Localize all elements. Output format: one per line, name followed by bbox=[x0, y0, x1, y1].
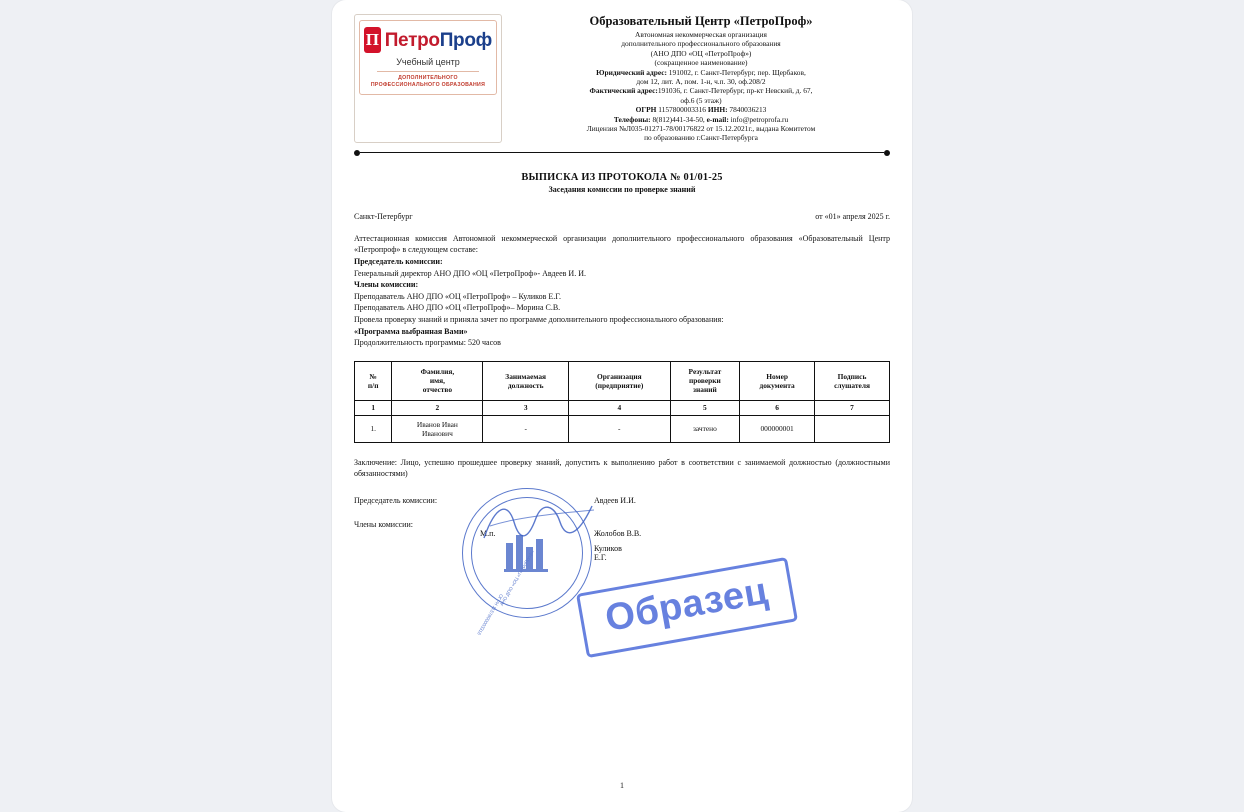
inn-label: ИНН: bbox=[707, 105, 728, 115]
results-table bbox=[354, 361, 890, 443]
table-header-row bbox=[355, 361, 890, 400]
email-value: info@petroprofa.ru bbox=[728, 114, 789, 124]
th-document-number-l2: документа bbox=[759, 380, 795, 390]
col-num-2: 2 bbox=[392, 400, 483, 415]
email-label: e-mail: bbox=[706, 114, 729, 124]
signature-chair-label: Председатель комиссии: bbox=[354, 496, 438, 505]
col-num-3: 3 bbox=[483, 400, 569, 415]
page-number: 1 bbox=[620, 781, 624, 790]
organization-legal-address-cont: дом 12, лит. А, пом. 1-н, ч.п. 30, оф.208/2 bbox=[636, 77, 766, 87]
th-position-l2: должность bbox=[507, 380, 544, 390]
th-organization bbox=[568, 361, 670, 400]
signature-chair-row bbox=[354, 496, 890, 505]
seal-emblem-icon bbox=[504, 533, 550, 573]
organization-license-line2: по образованию г.Санкт-Петербурга bbox=[644, 133, 758, 143]
logo-footer-line1: ДОПОЛНИТЕЛЬНОГО bbox=[398, 75, 458, 81]
seal-text-top: АНО ДПО «ОЦ «ПетроПроф» bbox=[499, 549, 536, 607]
program-name: «Программа выбранная Вами» bbox=[354, 326, 468, 336]
page-subtitle: Заседания комиссии по проверке знаний bbox=[548, 184, 696, 194]
logo-footer-line2: ПРОФЕССИОНАЛЬНОГО ОБРАЗОВАНИЯ bbox=[370, 82, 486, 88]
organization-line-4: (сокращенное наименование) bbox=[654, 58, 748, 68]
th-organization-l2: (предприятие) bbox=[595, 380, 644, 390]
th-fullname-l3: отчество bbox=[422, 385, 453, 395]
th-number-l1: № bbox=[369, 371, 377, 381]
th-position bbox=[483, 361, 569, 400]
results-table-body bbox=[355, 415, 890, 442]
th-document-number-l1: Номер bbox=[766, 371, 788, 381]
cell-result: зачтено bbox=[670, 415, 740, 442]
signature-mp-label: М.п. bbox=[480, 529, 496, 538]
col-num-5: 5 bbox=[670, 400, 740, 415]
th-signature bbox=[815, 361, 890, 400]
check-line: Провела проверку знаний и приняла зачет по программе дополнительного профессионального образования: bbox=[354, 315, 724, 325]
divider-dot-right bbox=[884, 150, 890, 156]
member-1: Преподаватель АНО ДПО «ОЦ «ПетроПроф» – Куликов Е.Г. bbox=[354, 291, 562, 301]
organization-details bbox=[502, 14, 890, 143]
members-label: Члены комиссии: bbox=[354, 280, 419, 290]
logo-wordmark bbox=[385, 31, 492, 50]
cell-fullname-l2: Иванович bbox=[421, 428, 453, 438]
date-label: от «01» апреля 2025 г. bbox=[815, 211, 890, 221]
signature-members-label: Члены комиссии: bbox=[354, 520, 413, 529]
results-table-head bbox=[355, 361, 890, 415]
document-body bbox=[332, 0, 912, 812]
city-date-row bbox=[354, 212, 890, 221]
cell-signature bbox=[815, 415, 890, 442]
organization-logo bbox=[354, 14, 502, 143]
organization-line-3: (АНО ДПО «ОЦ «ПетроПроф») bbox=[650, 48, 752, 58]
th-result-l1: Результат bbox=[688, 367, 722, 377]
logo-word-part2: Проф bbox=[439, 29, 492, 51]
organization-license-line1: Лицензия №Л035-01271-78/00176822 от 15.12.2021г., выдана Комитетом bbox=[586, 124, 816, 134]
col-num-4: 4 bbox=[568, 400, 670, 415]
col-num-7: 7 bbox=[815, 400, 890, 415]
divider-line bbox=[360, 152, 884, 153]
organization-line-2: дополнительного профессионального образования bbox=[621, 39, 781, 49]
logo-inner-frame bbox=[359, 20, 497, 95]
cell-organization: - bbox=[568, 415, 670, 442]
th-position-l1: Занимаемая bbox=[505, 371, 547, 381]
signature-chair-name: Авдеев И.И. bbox=[594, 496, 636, 505]
sample-watermark: Образец bbox=[576, 557, 798, 658]
table-numbering-row bbox=[355, 400, 890, 415]
organization-contacts bbox=[512, 115, 890, 124]
th-result bbox=[670, 361, 740, 400]
chair-value: Генеральный директор АНО ДПО «ОЦ «ПетроПроф»- Авдеев И. И. bbox=[354, 268, 586, 278]
intro-paragraph: Аттестационная комиссия Автономной некоммерческой организации дополнительного профессионального образования «Образовательный Центр «Петропроф» в следующем составе: bbox=[354, 233, 890, 255]
seal-text bbox=[463, 489, 593, 636]
th-fullname-l1: Фамилия, bbox=[420, 367, 455, 377]
logo-glyph-icon: П bbox=[364, 27, 381, 53]
th-organization-l1: Организация bbox=[596, 371, 642, 381]
organization-title: Образовательный Центр «ПетроПроф» bbox=[589, 14, 813, 28]
cell-document-number: 000000001 bbox=[740, 415, 815, 442]
col-num-1: 1 bbox=[355, 400, 392, 415]
logo-divider bbox=[377, 71, 479, 72]
phone-label: Телефоны: bbox=[613, 114, 651, 124]
official-seal-icon bbox=[462, 488, 592, 636]
header-divider bbox=[354, 150, 890, 156]
member-2: Преподаватель АНО ДПО «ОЦ «ПетроПроф»– Морина С.В. bbox=[354, 303, 561, 313]
legal-address-value: 191002, г. Санкт-Петербург, пер. Щербаков, bbox=[666, 67, 806, 77]
logo-subtitle: Учебный центр bbox=[396, 57, 460, 67]
actual-address-value: 191036, г. Санкт-Петербург, пр-кт Невский, д. 67, bbox=[657, 86, 813, 96]
city-label: Санкт-Петербург bbox=[354, 211, 413, 221]
th-result-l3: знаний bbox=[693, 385, 717, 395]
signature-member2-name: Куликов Е.Г. bbox=[594, 544, 622, 562]
actual-address-label: Фактический адрес: bbox=[589, 86, 658, 96]
page-title: ВЫПИСКА ИЗ ПРОТОКОЛА № 01/01-25 bbox=[521, 171, 723, 183]
document-header bbox=[332, 0, 912, 143]
th-fullname-l2: имя, bbox=[429, 376, 445, 386]
document-page bbox=[332, 0, 912, 812]
logo-row bbox=[364, 27, 492, 53]
th-number-l2: п/п bbox=[367, 380, 379, 390]
cell-row-number: 1. bbox=[355, 415, 392, 442]
organization-actual-address-cont: оф.6 (5 этаж) bbox=[680, 95, 722, 105]
th-fullname bbox=[392, 361, 483, 400]
organization-legal-address bbox=[512, 68, 890, 77]
signature-member1-name: Жолобов В.В. bbox=[594, 529, 642, 538]
th-result-l2: проверки bbox=[688, 376, 721, 386]
cell-fullname-l1: Иванов Иван bbox=[416, 419, 458, 429]
cell-fullname bbox=[392, 415, 483, 442]
seal-text-bottom: ОГРН 1157800003316 bbox=[476, 593, 504, 636]
program-duration: Продолжительность программы: 520 часов bbox=[354, 338, 501, 348]
th-number bbox=[355, 361, 392, 400]
ogrn-label: ОГРН bbox=[635, 105, 657, 115]
organization-line-1: Автономная некоммерческая организация bbox=[635, 30, 767, 39]
inn-value: 7840036213 bbox=[727, 105, 767, 115]
table-row bbox=[355, 415, 890, 442]
conclusion-text: Заключение: Лицо, успешно прошедшее проверку знаний, допустить к выполнению работ в соответствии с занимаемой должностью (должностными обязанностями) bbox=[354, 457, 890, 479]
chair-label: Председатель комиссии: bbox=[354, 257, 443, 267]
cell-position: - bbox=[483, 415, 569, 442]
th-signature-l1: Подпись bbox=[837, 371, 867, 381]
ogrn-value: 1157800003316 bbox=[656, 105, 708, 115]
th-document-number bbox=[740, 361, 815, 400]
th-signature-l2: слушателя bbox=[834, 380, 870, 390]
logo-word-part1: Петро bbox=[384, 29, 440, 51]
organization-registration bbox=[512, 105, 890, 114]
organization-actual-address bbox=[512, 86, 890, 95]
col-num-6: 6 bbox=[740, 400, 815, 415]
signature-members-row bbox=[354, 520, 890, 538]
document-intro-block bbox=[354, 233, 890, 349]
legal-address-label: Юридический адрес: bbox=[596, 67, 667, 77]
phone-value: 8(812)441-34-50, bbox=[650, 114, 707, 124]
